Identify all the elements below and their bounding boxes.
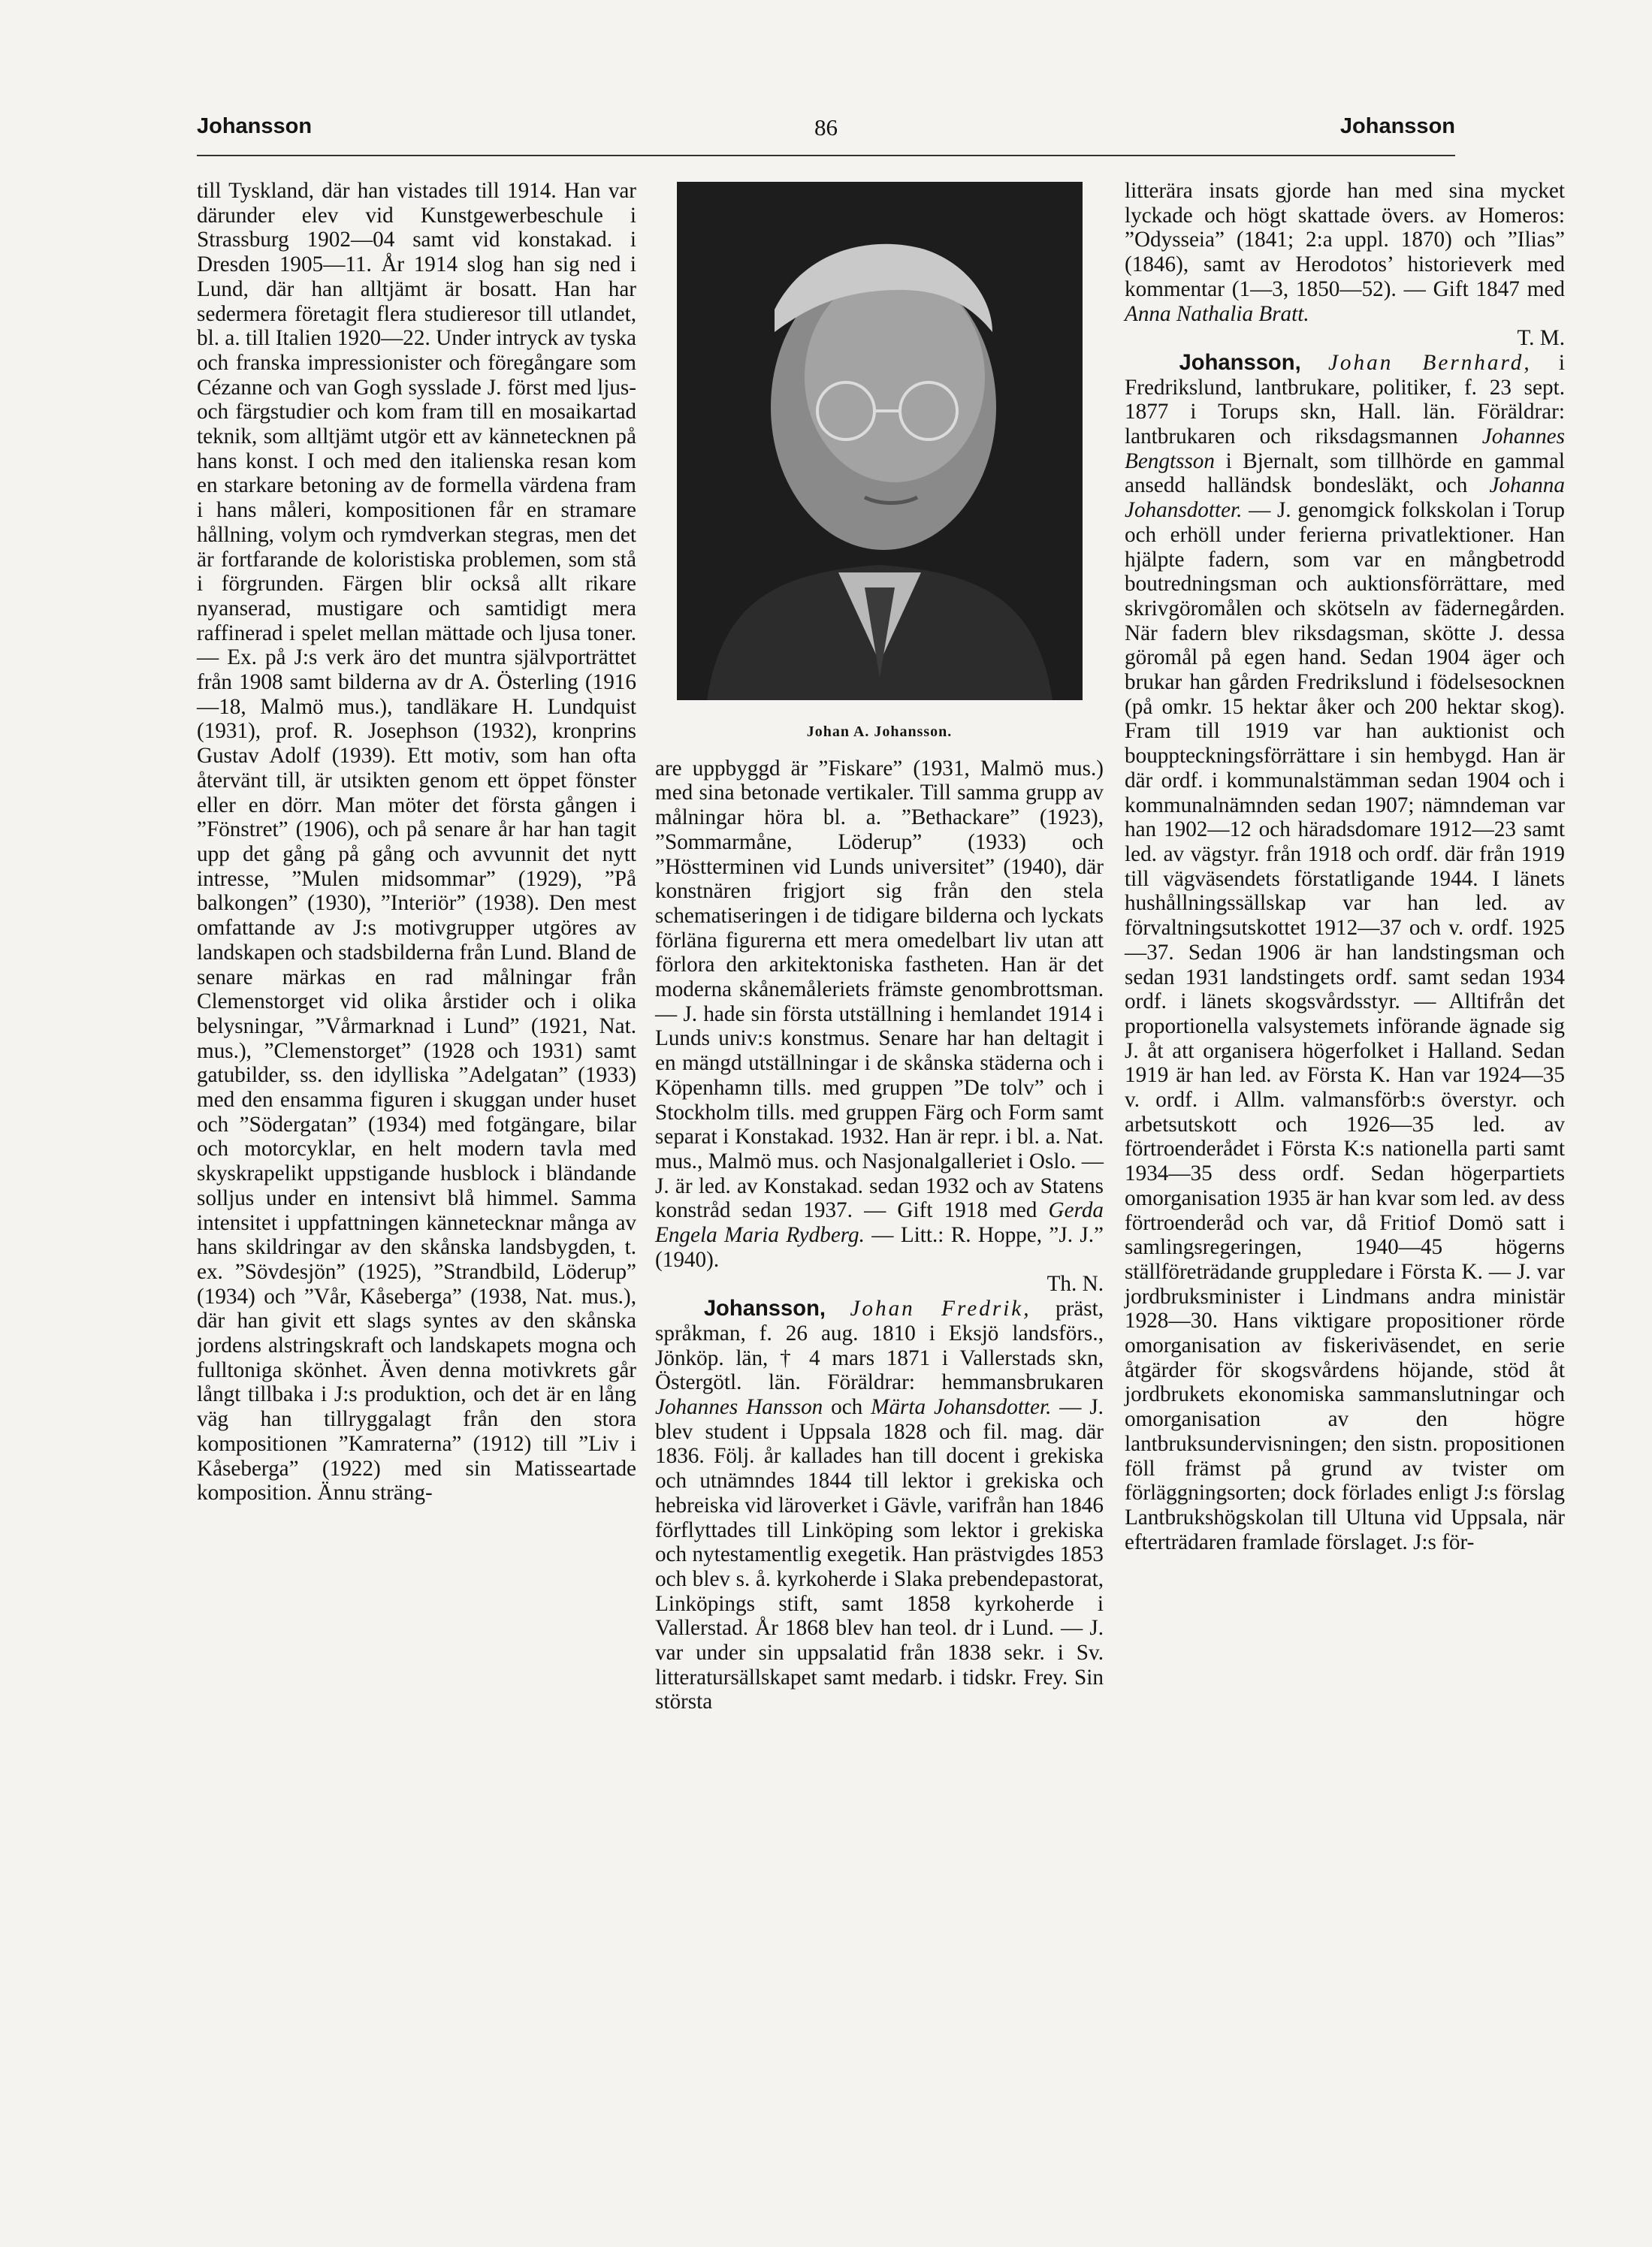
entry-2-continuation [1125,179,1565,326]
entry-2-text-b: — J. blev student i Uppsala 1828 och fil. mag. där 1836. Följ. år kallades han till docent i grekiska och utnämndes 1844 till lektor i grekiska och hebreiska vid läroverket i Gävle, varifrån han 1846 förflyttades till Linköping som lektor i grekiska och nytestamentlig exegetik. Han prästvigdes 1853 och blev s. å. kyrkoherde i Slaka prebendepastorat, Linköpings stift, samt 1858 kyrkoherde i Vallerstad. År 1868 blev han teol. dr i Lund. — J. var under sin uppsalatid från 1838 sekr. i Sv. litteratursällskapet samt medarb. i tidskr. Frey. Sin största [655,1394,1104,1714]
entry-1-signature: Th. N. [1046,1272,1104,1297]
photo-caption: Johan A. Johansson. [806,723,953,740]
entry-2-mother: Märta Johansdotter. [871,1394,1052,1419]
entry-3-given-name: Johan Bernhard, [1327,350,1532,375]
entry-continuation [655,757,1104,1273]
entry-2-and: och [823,1394,871,1419]
column-3 [1125,179,1565,1554]
header-rule [197,155,1455,156]
portrait-illustration [677,182,1083,700]
column-1-text: till Tyskland, där han vistades till 1914. Han var därunder elev vid Kunstgewerbeschule i Strassburg 1902—04 samt vid konstakad. i Dresden 1905—11. År 1914 slog han sig ned i Lund, där han alltjämt är bosatt. Han har sedermera företagit flera studieresor till utlandet, bl. a. till Italien 1920—22. Under intryck av tyska och franska impressionister och föregångare som Cézanne och van Gogh sysslade J. först med ljus- och färgstudier och kom fram till en mosaikartad teknik, som alltjämt utgör ett av kännetecknen på hans konst. I och med den italienska resan kom en starkare betoning av de formella värdena fram i hans måleri, kompositionen får en stramare hållning, volym och rymdverkan stegras, men det är fortfarande de koloristiska problemen, som stå i förgrunden. Färgen blir också allt rikare nyanserad, mustigare och samtidigt mera raffinerad i spelet mellan mättade och ljusa toner. — Ex. på J:s verk äro det muntra självporträttet från 1908 samt bilderna av dr A. Österling (1916—18, Malmö mus.), tandläkare H. Lundquist (1931), prof. R. Josephson (1932), kronprins Gustav Adolf (1939). Ett motiv, som han ofta återvänt till, är utsikten genom ett öppet fönster eller en dörr. Man möter det första gången i ”Fönstret” (1906), och på senare år har han tagit upp det gång på gång och avvunnit det nytt intresse, ”Mulen midsommar” (1929), ”På balkongen” (1930), ”Interiör” (1938). Den mest omfattande av J:s motivgrupper utgöres av landskapen och stadsbilderna från Lund. Bland de senare märkas en rad målningar från Clemenstorget vid olika årstider och i olika belysningar, ”Vårmarknad i Lund” (1921, Nat. mus.), ”Clemenstorget” (1928 och 1931) samt gatubilder, ss. den idylliska ”Adelgatan” (1933) med den ensamma figuren i skuggan under huset och ”Södergatan” (1934) med fotgängare, bilar och motorcyklar, en helt modern tavla med skyskrapelikt uppstigande husblock i bländande solljus under en intensivt blå himmel. Samma intensitet i uppfattningen kännetecknar många av hans skildringar av den skånska landsbygden, t. ex. ”Sövdesjön” (1925), ”Strandbild, Löderup” (1934) och ”Vår, Kåseberga” (1938, Nat. mus.), där han givit ett slags syntes av den skånska jordens alstringskraft och landskapets mogna och fulltoniga skönhet. Även denna motivkrets går långt tillbaka i J:s produktion, och det är en lång väg han tillryggalagt från den stora kompositionen ”Kamraterna” (1912) till ”Liv i Kåseberga” (1922) med sin Matisseartade komposition. Ännu sträng- [197,179,636,1506]
entry-2-text-c: litterära insats gjorde han med sina mycket lyckade och högt skattade övers. av Homeros: ”Odysseia” (1841; 2:a uppl. 1870) och ”Ilias” (1846), samt av Herodotos’ historieverk med kommentar (1—3, 1850—52). — Gift 1847 med [1125,179,1565,301]
column-1 [197,179,636,1506]
page-header [197,114,1455,156]
entry-2-father: Johannes Hansson [655,1394,823,1419]
portrait-photo [677,182,1083,700]
page-number: 86 [814,114,838,140]
entry-3 [1125,351,1565,1554]
entry-2 [655,1297,1104,1714]
entry-2-signature: T. M. [1517,326,1565,351]
entry-3-text-a: i Fredrikslund, lantbrukare, politiker, f. 23 sept. 1877 i Torups skn, Hall. län. Föräldrar: lantbrukaren och riksdagsmannen [1125,350,1566,449]
entry-1-text: are uppbyggd är ”Fiskare” (1931, Malmö mus.) med sina betonade vertikaler. Till samma grupp av målningar höra bl. a. ”Bethackare” (1923), ”Sommarmåne, Löderup” (1933) och ”Höstterminen vid Lunds universitet” (1940), där konstnären frigjort sig från den stela schematiseringen i de tidigare bilderna och lyckats förläna figurerna ett mera omedelbart liv utan att förlora den arkitektoniska fastheten. Han är det moderna skånemåleriets främste genombrottsman. — J. hade sin första utställning i hemlandet 1914 i Lunds univ:s konstmus. Senare har han deltagit i en mängd utställningar i de skånska städerna och i Köpenhamn tills. med gruppen ”De tolv” och i Stockholm tills. med gruppen Färg och Form samt separat i Konstakad. 1932. Han är repr. i bl. a. Nat. mus., Malmö mus. och Nasjonalgalleriet i Oslo. — J. är led. av Konstakad. sedan 1932 och av Statens konstråd sedan 1937. — Gift 1918 med [655,756,1104,1223]
running-head-left: Johansson [197,114,313,138]
entry-3-mother: Johanna Johansdotter. [1125,473,1565,523]
entry-3-text-c: — J. genomgick folkskolan i Torup och erhöll under ferierna privatlektioner. Han hjälpte fadern, som var en mångbetrodd boutredningsman och auktionsförrättare, med skrivgöromålen och skötseln av fädernegården. När fadern blev riksdagsman, skötte J. dessa göromål på egen hand. Sedan 1904 äger och brukar han gården Fredrikslund i födelsesocknen (på omkr. 15 hektar åker och 200 hektar skog). Fram till 1919 var han auktionist och bouppteckningsförrättare i sin hembygd. Han är där ordf. i kommunalstämman sedan 1904 och i kommunalnämnden sedan 1907; nämndeman var han 1902—12 och häradsdomare 1912—23 samt led. av vägstyr. från 1918 och ordf. där från 1919 till vägväsendets förstatligande 1944. I länets hushållningssällskap var han led. av förvaltningsutskottet 1912—37 och v. ordf. 1925—37. Sedan 1906 är han landstingsman och sedan 1931 landstingets ordf. samt sedan 1934 ordf. i länets skogsvårdsstyr. — Alltifrån det proportionella valsystemets införande ägnade sig J. åt att organisera högerfolket i Halland. Sedan 1919 är han led. av Första K. Han var 1924—35 v. ordf. i Allm. valmansförb:s överstyr. och arbetsutskott och 1926—35 led. av förtroenderådet i Första K:s nationella parti samt 1934—35 dess ordf. Sedan högerpartiets omorganisation 1935 är han kvar som led. av dess förtroenderåd och var, då Fritiof Domö satt i samlingsregeringen, 1940—45 högerns ställföreträdande gruppledare i Första K. — J. var jordbruksminister i Lindmans andra ministär 1928—30. Hans viktigare propositioner rörde omorganisation av fiskeriväsendet, en serie åtgärder för skogsvårdens höjande, stöd åt jordbrukets ekonomiska sammanslutningar och omorganisation av den högre lantbruksundervisningen; den sistn. propositionen föll främst på grund av tvister om förläggningsorten; dock förlades enligt J:s förslag Lantbrukshögskolan till Ultuna vid Uppsala, när efterträdaren framlade förslaget. J:s för- [1125,498,1565,1554]
entry-2-text-a: präst, språkman, f. 26 aug. 1810 i Eksjö landsförs., Jönköp. län, † 4 mars 1871 i Vallerstads skn, Östergötl. län. Föräldrar: hemmansbrukaren [655,1297,1104,1395]
entry-2-surname: Johansson, [703,1297,826,1321]
running-head-right: Johansson [1339,114,1455,138]
column-2-text [655,757,1104,1714]
entry-2-spouse: Anna Nathalia Bratt. [1125,301,1309,326]
entry-2-given-name: Johan Fredrik, [850,1297,1031,1321]
entry-3-father: Johannes Bengtsson [1125,424,1565,473]
column-2 [655,179,1104,1714]
entry-3-text-b: i Bjernalt, som tillhörde en gammal ansedd halländsk bondesläkt, och [1125,448,1565,498]
entry-1-literature: — Litt.: R. Hoppe, ”J. J.” (1940). [655,1223,1104,1272]
entry-3-surname: Johansson, [1179,350,1301,375]
entry-1-spouse: Gerda Engela Maria Rydberg. [655,1198,1104,1248]
